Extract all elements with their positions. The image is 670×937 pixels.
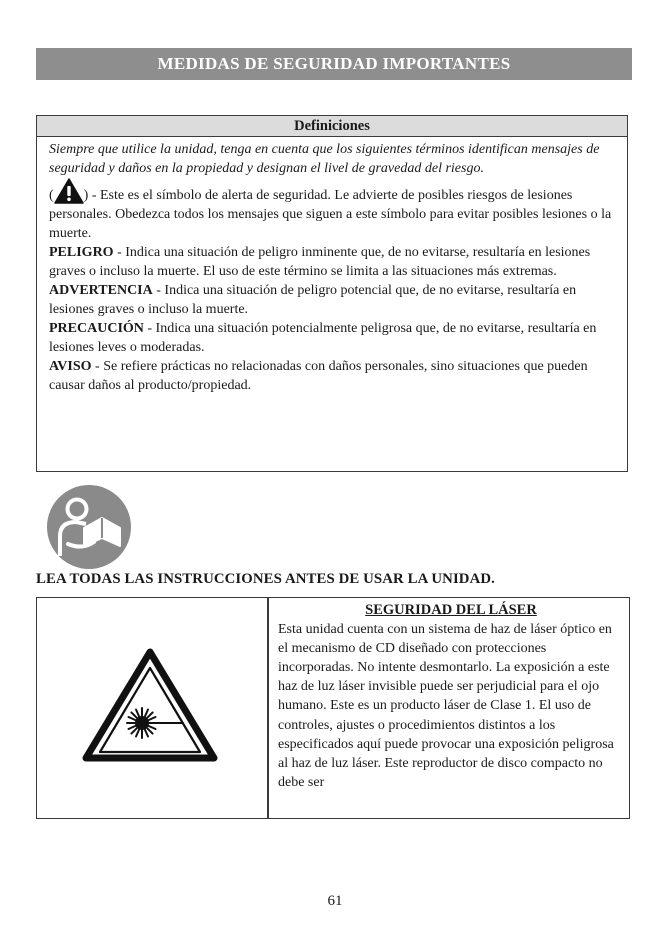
alert-open-paren: (	[49, 188, 54, 203]
laser-body: Esta unidad cuenta con un sistema de haz de láser óptico en el mecanismo de CD diseñado con protecciones incorporadas. No intente desmontarlo. La exposición a este haz de luz láser invisible puede ser perjudicial para el ojo humano. Este es un producto láser de Clase 1. El uso de controles, ajustes o procedimientos distintos a los especificados aquí puede provocar una exposición peligrosa al haz de luz láser. Este reproductor de disco compacto no debe ser	[278, 622, 614, 790]
table-column-divider	[267, 598, 269, 818]
page-number: 61	[327, 893, 343, 909]
definition-aviso	[49, 357, 617, 395]
desc-precaucion: - Indica una situación potencialmente peligrosa que, de no evitarse, resultaría en lesiones leves o moderadas.	[49, 321, 597, 355]
safety-alert-icon	[54, 178, 84, 204]
read-all-instructions: LEA TODAS LAS INSTRUCCIONES ANTES DE USAR LA UNIDAD.	[36, 571, 495, 587]
desc-peligro: - Indica una situación de peligro inminente que, de no evitarse, resultaría en lesiones graves o incluso la muerte. El uso de este término se limita a las situaciones más extremas.	[49, 245, 591, 279]
term-peligro: PELIGRO	[49, 245, 114, 260]
alert-symbol-paragraph	[49, 178, 617, 243]
definition-advertencia	[49, 281, 617, 319]
definitions-title: Definiciones	[37, 116, 627, 137]
laser-warning-icon	[82, 648, 218, 762]
read-manual-icon	[46, 484, 132, 570]
laser-text-cell	[278, 601, 624, 792]
definitions-intro: Siempre que utilice la unidad, tenga en cuenta que los siguientes términos identifican mensajes de seguridad y daños en la propiedad y designan el livel de gravedad del riesgo.	[49, 142, 600, 176]
desc-advertencia: - Indica una situación de peligro potencial que, de no evitarse, resultaría en lesiones graves o incluso la muerte.	[49, 283, 577, 317]
section-banner	[36, 48, 632, 80]
definition-peligro	[49, 243, 617, 281]
definition-precaucion	[49, 319, 617, 357]
laser-safety-table	[36, 597, 630, 819]
desc-aviso: - Se refiere prácticas no relacionadas con daños personales, sino situaciones que pueden causar daños al producto/propiedad.	[49, 359, 588, 393]
definitions-body	[37, 137, 627, 395]
term-aviso: AVISO	[49, 359, 92, 374]
laser-heading: SEGURIDAD DEL LÁSER	[365, 602, 537, 618]
definitions-box	[36, 115, 628, 472]
alert-description: ) - Este es el símbolo de alerta de seguridad. Le advierte de posibles riesgos de lesiones personales. Obedezca todos los mensajes que siguen a este símbolo para evitar posibles lesiones o la muerte.	[49, 188, 612, 241]
section-title: MEDIDAS DE SEGURIDAD IMPORTANTES	[157, 54, 511, 73]
term-precaucion: PRECAUCIÓN	[49, 321, 144, 336]
term-advertencia: ADVERTENCIA	[49, 283, 153, 298]
